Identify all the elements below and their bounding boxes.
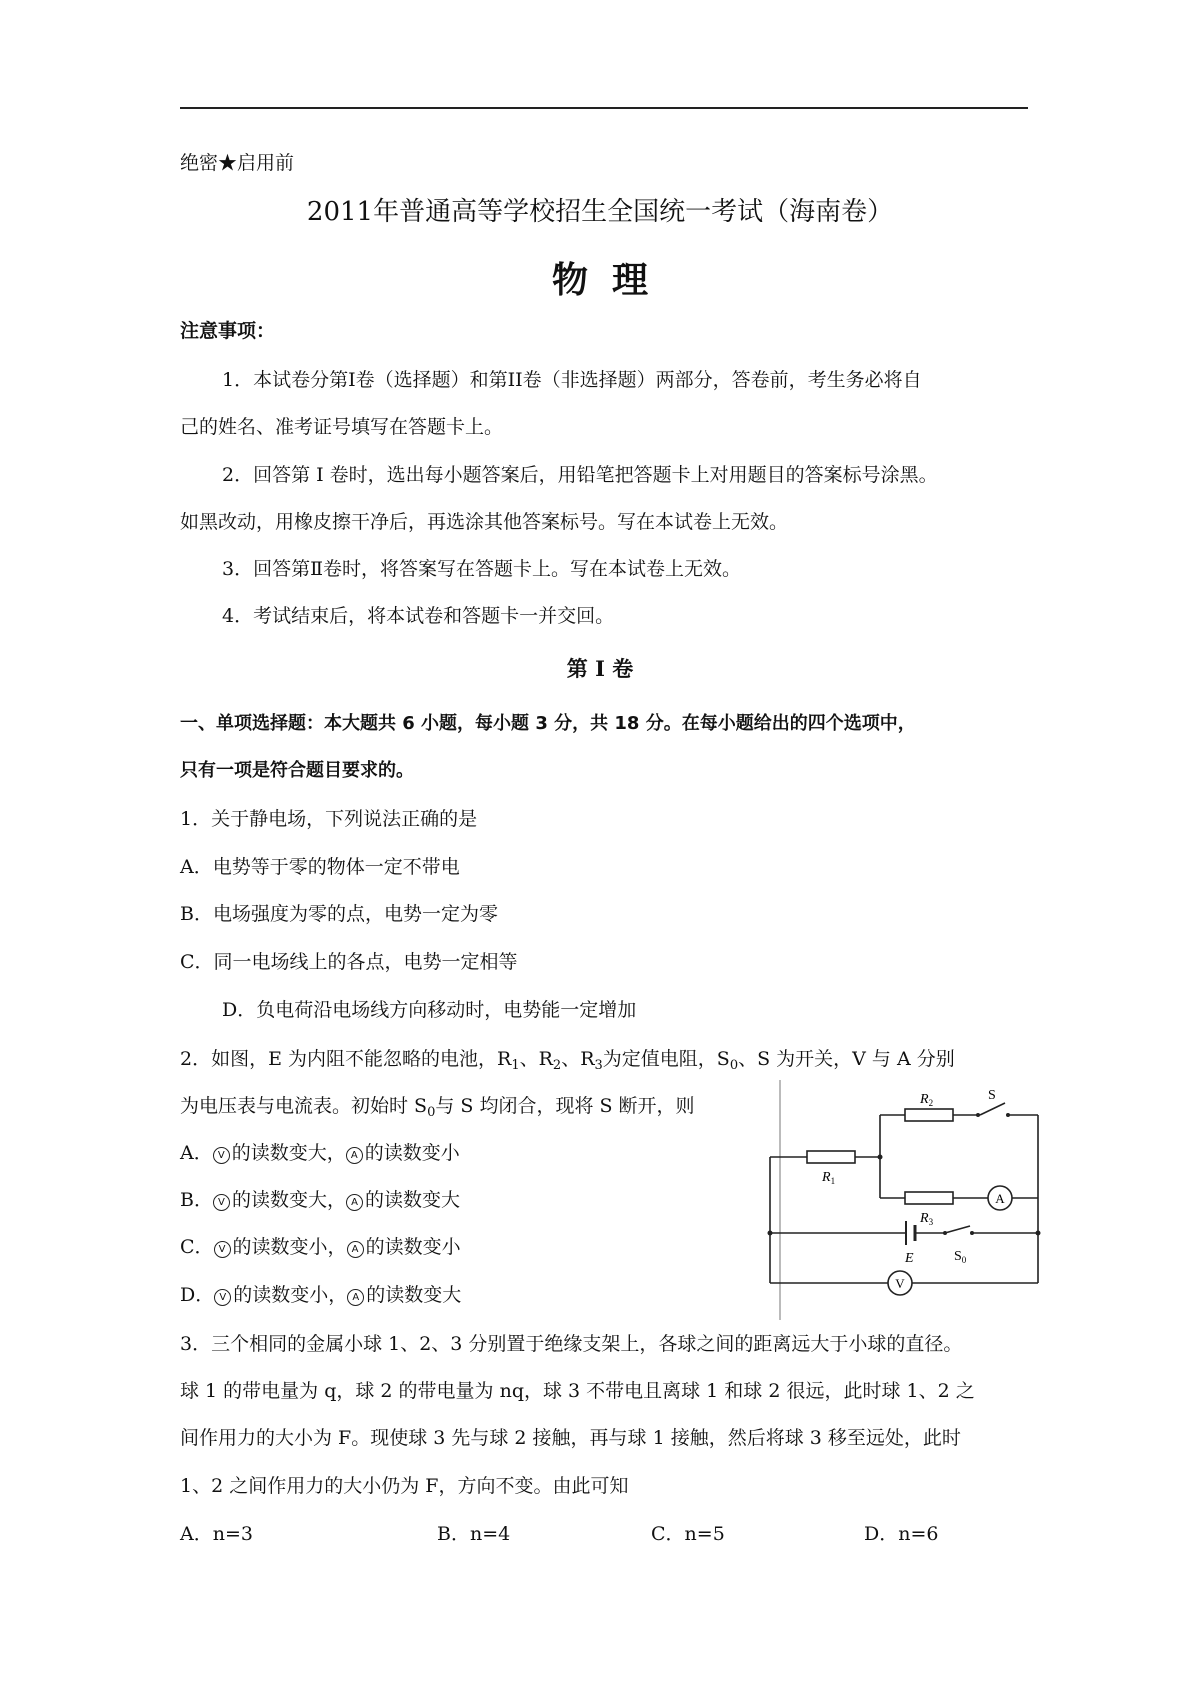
ammeter-icon: A [346, 1147, 363, 1164]
subject-title: 物理 [551, 259, 672, 301]
q2-stem-line2: 为电压表与电流表。初始时 $S_0$与 S 均闭合，现将 S 断开，则 [180, 1095, 695, 1120]
r3-label: $R_3$ [920, 1211, 934, 1227]
q1-option-d: D．负电荷沿电场线方向移动时，电势能一定增加 [222, 999, 637, 1021]
voltmeter-icon: V [214, 1241, 231, 1258]
switch-s [980, 1103, 1005, 1115]
voltmeter-icon: V [213, 1147, 230, 1164]
notice-heading: 注意事项： [180, 320, 276, 342]
q3-line1: 3．三个相同的金属小球 1、2、3 分别置于绝缘支架上，各球之间的距离远大于小球的直径。 [180, 1333, 963, 1355]
q3-line3: 间作用力的大小为 F。现使球 3 先与球 2 接触，再与球 1 接触，然后将球 3 移至远处，此时 [180, 1427, 961, 1449]
notice-item-2: 2．回答第 I 卷时，选出每小题答案后，用铅笔把答题卡上对用题目的答案标号涂黑。 [222, 464, 938, 486]
q3-line4: 1、2 之间作用力的大小仍为 F，方向不变。由此可知 [180, 1475, 629, 1497]
voltmeter-label: V [895, 1276, 905, 1291]
notice-item-4: 4．考试结束后，将本试卷和答题卡一并交回。 [222, 605, 615, 627]
notice-item-1: 1．本试卷分第I卷（选择题）和第II卷（非选择题）两部分，答卷前，考生务必将自 [222, 369, 922, 391]
resistor-r3 [905, 1192, 953, 1204]
q1-option-b: B．电场强度为零的点，电势一定为零 [180, 903, 498, 925]
exam-title: 2011年普通高等学校招生全国统一考试（海南卷） [306, 197, 894, 227]
ammeter-icon: A [346, 1194, 363, 1211]
notice-item-1-cont: 己的姓名、准考证号填写在答题卡上。 [180, 416, 504, 438]
header-rule [180, 107, 1028, 109]
q2-stem-line1: 2．如图，E 为内阻不能忽略的电池，$R_1$、$R_2$、$R_3$为定值电阻，$S_0$、S 为开关，V 与 A 分别 [180, 1048, 955, 1073]
q3-option-a: A．n=3 [180, 1523, 253, 1545]
q2-option-c: C． V 的读数变小， A 的读数变小 [180, 1236, 461, 1258]
circuit-diagram [760, 1075, 1050, 1320]
q3-option-d: D．n=6 [864, 1523, 939, 1545]
s0-label: $S_0$ [954, 1249, 967, 1265]
secret-label: 绝密★启用前 [180, 152, 295, 174]
r1-label: $R_1$ [822, 1170, 836, 1186]
part1-heading: 第 Ⅰ 卷 [566, 656, 634, 681]
notice-item-3: 3．回答第Ⅱ卷时，将答案写在答题卡上。写在本试卷上无效。 [222, 558, 742, 580]
voltmeter-icon: V [214, 1289, 231, 1306]
section1-instructions: 一、单项选择题：本大题共 6 小题，每小题 3 分，共 18 分。在每小题给出的四个选项中， [180, 713, 916, 734]
ammeter-icon: A [347, 1241, 364, 1258]
notice-item-2-cont: 如黑改动，用橡皮擦干净后，再选涂其他答案标号。写在本试卷上无效。 [180, 511, 789, 533]
section1-instructions-cont: 只有一项是符合题目要求的。 [180, 760, 414, 781]
resistor-r2 [905, 1109, 953, 1121]
r2-label: $R_2$ [920, 1092, 934, 1108]
q1-stem: 1．关于静电场，下列说法正确的是 [180, 808, 478, 830]
q2-option-a: A． V 的读数变大， A 的读数变小 [180, 1142, 460, 1164]
q1-option-c: C．同一电场线上的各点，电势一定相等 [180, 951, 518, 973]
resistor-r1 [807, 1151, 855, 1163]
q3-option-b: B．n=4 [437, 1523, 511, 1545]
switch-s0 [945, 1226, 970, 1233]
q1-option-a: A．电势等于零的物体一定不带电 [180, 856, 460, 878]
s-label: S [988, 1088, 996, 1103]
e-label: E [905, 1251, 914, 1266]
ammeter-icon: A [347, 1289, 364, 1306]
q3-option-c: C．n=5 [651, 1523, 725, 1545]
voltmeter-icon: V [213, 1194, 230, 1211]
q3-line2: 球 1 的带电量为 q，球 2 的带电量为 nq，球 3 不带电且离球 1 和球 2 很远，此时球 1、2 之 [180, 1380, 975, 1402]
ammeter-label: A [995, 1191, 1005, 1206]
q2-option-d: D． V 的读数变小， A 的读数变大 [180, 1284, 462, 1306]
q2-option-b: B． V 的读数变大， A 的读数变大 [180, 1189, 460, 1211]
